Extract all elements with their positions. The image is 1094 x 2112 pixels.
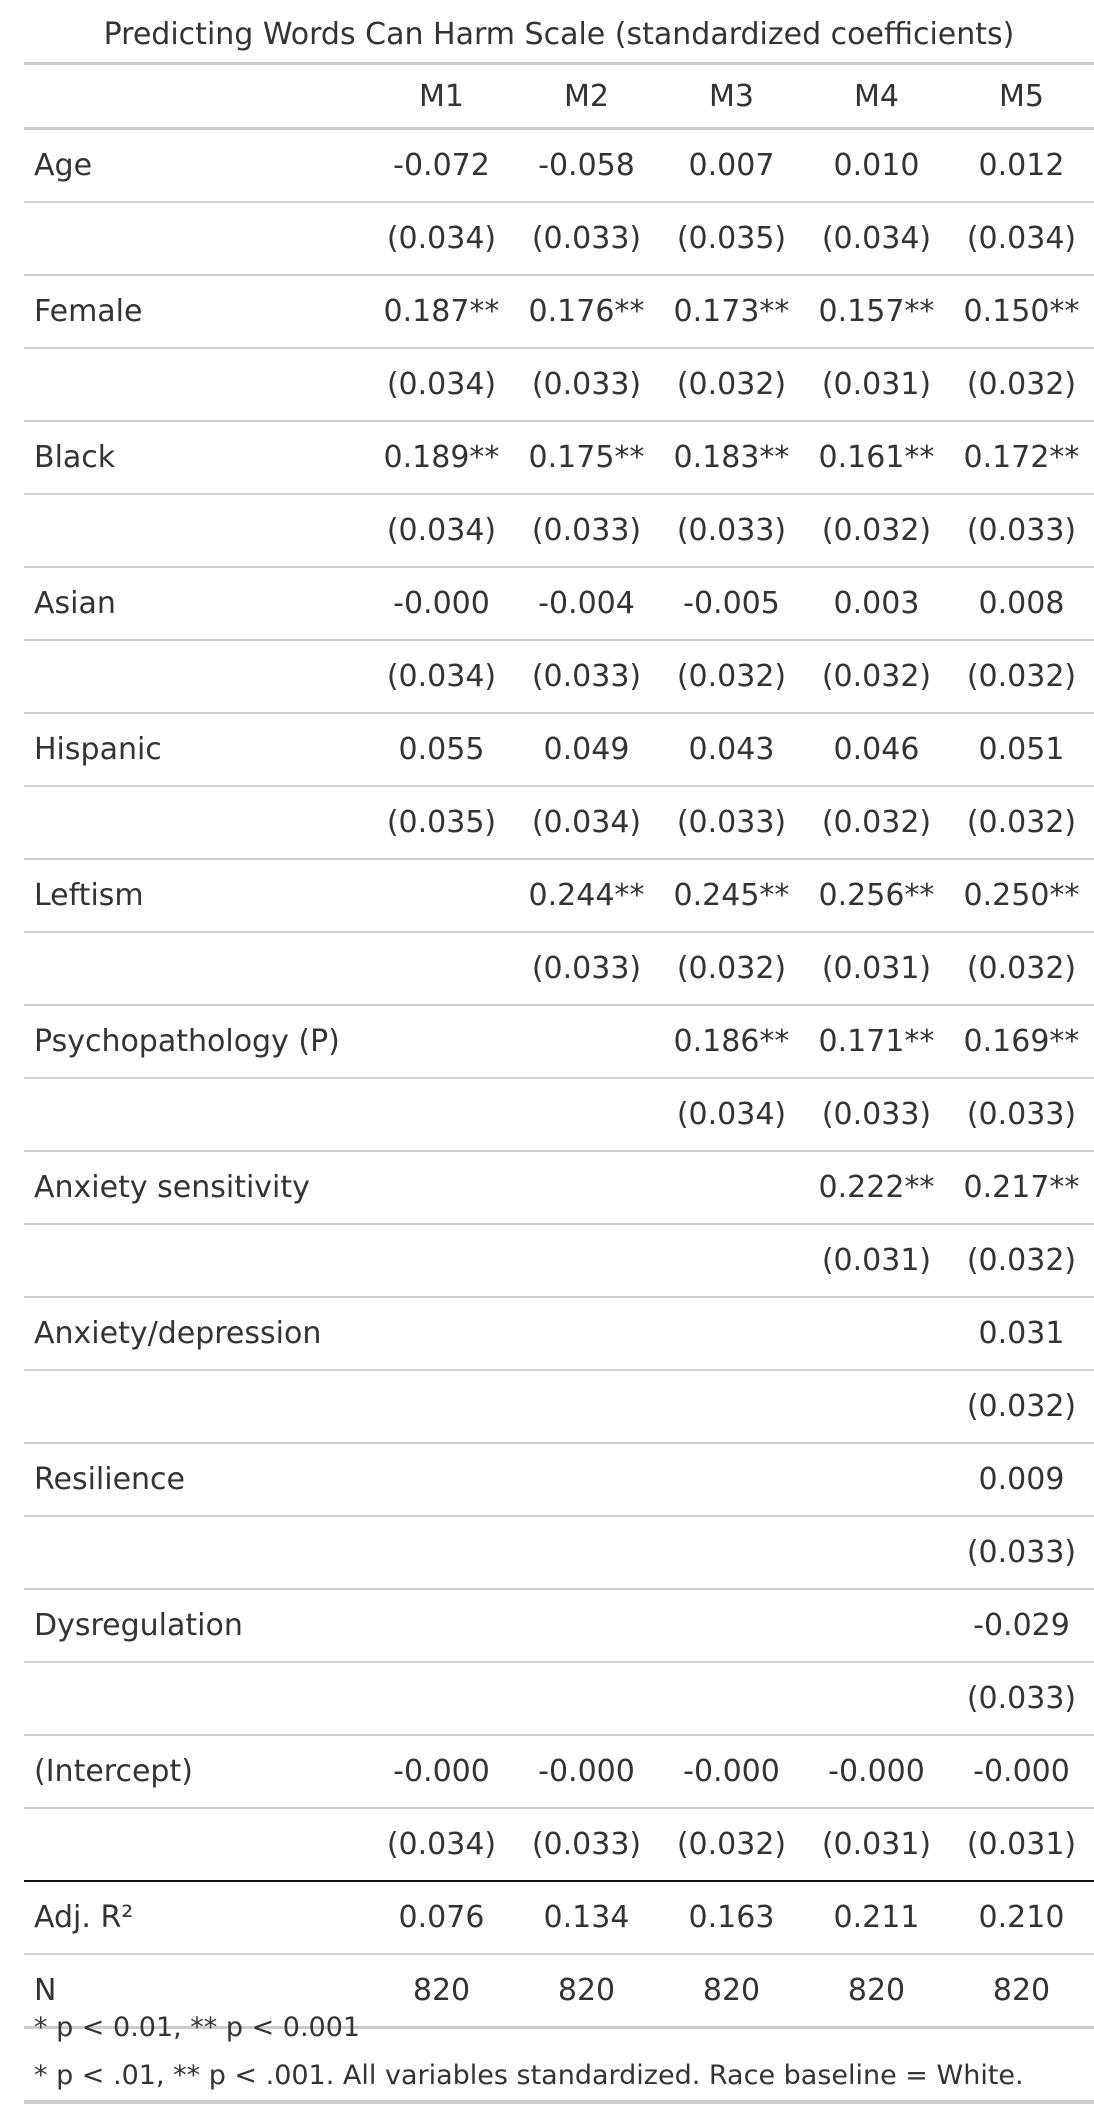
- standard-error-cell: (0.034): [514, 786, 659, 859]
- standard-error-cell: (0.033): [949, 1078, 1094, 1151]
- standard-error-cell: (0.032): [804, 494, 949, 567]
- column-header-m1: M1: [369, 64, 514, 129]
- coefficient-cell: -0.005: [659, 567, 804, 640]
- standard-error-cell: (0.033): [949, 494, 1094, 567]
- row-label: Hispanic: [24, 713, 369, 786]
- standard-error-row: [24, 786, 1094, 859]
- coefficient-cell: [369, 1297, 514, 1370]
- coefficient-row: [24, 1589, 1094, 1662]
- coefficient-cell: [514, 1443, 659, 1516]
- standard-error-cell: [659, 1224, 804, 1297]
- table-header: [24, 64, 1094, 129]
- standard-error-cell: (0.031): [804, 1808, 949, 1881]
- standard-error-row: [24, 640, 1094, 713]
- standard-error-cell: (0.031): [804, 932, 949, 1005]
- coefficient-row: [24, 275, 1094, 348]
- standard-error-cell: (0.033): [804, 1078, 949, 1151]
- coefficient-cell: -0.000: [514, 1735, 659, 1808]
- row-label: Dysregulation: [24, 1589, 369, 1662]
- row-label-empty: [24, 786, 369, 859]
- standard-error-row: [24, 1662, 1094, 1735]
- standard-error-cell: [369, 1516, 514, 1589]
- coefficient-cell: 0.031: [949, 1297, 1094, 1370]
- bottom-rule: [24, 2100, 1094, 2104]
- standard-error-cell: [659, 1516, 804, 1589]
- standard-error-row: [24, 1516, 1094, 1589]
- standard-error-cell: (0.034): [659, 1078, 804, 1151]
- coefficient-cell: -0.000: [804, 1735, 949, 1808]
- standard-error-cell: (0.033): [514, 1808, 659, 1881]
- statistic-cell: 0.134: [514, 1881, 659, 1954]
- standard-error-row: [24, 1078, 1094, 1151]
- standard-error-cell: (0.035): [369, 786, 514, 859]
- standard-error-cell: [369, 1662, 514, 1735]
- coefficient-cell: 0.049: [514, 713, 659, 786]
- column-header-m3: M3: [659, 64, 804, 129]
- standard-error-cell: (0.032): [949, 932, 1094, 1005]
- coefficient-cell: -0.000: [949, 1735, 1094, 1808]
- header-row: [24, 64, 1094, 129]
- standard-error-cell: (0.031): [804, 1224, 949, 1297]
- standard-error-cell: (0.033): [659, 786, 804, 859]
- coefficient-cell: 0.187**: [369, 275, 514, 348]
- coefficient-cell: 0.150**: [949, 275, 1094, 348]
- standard-error-cell: (0.033): [514, 202, 659, 275]
- standard-error-cell: [804, 1516, 949, 1589]
- standard-error-cell: (0.032): [949, 786, 1094, 859]
- coefficient-cell: 0.217**: [949, 1151, 1094, 1224]
- standard-error-cell: (0.031): [949, 1808, 1094, 1881]
- standard-error-row: [24, 1224, 1094, 1297]
- coefficient-cell: [659, 1589, 804, 1662]
- standard-error-cell: (0.035): [659, 202, 804, 275]
- statistic-cell: 0.076: [369, 1881, 514, 1954]
- standard-error-row: [24, 202, 1094, 275]
- coefficient-cell: 0.010: [804, 129, 949, 203]
- standard-error-cell: [369, 932, 514, 1005]
- standard-error-cell: (0.034): [369, 202, 514, 275]
- standard-error-cell: (0.034): [369, 640, 514, 713]
- coefficient-cell: 0.007: [659, 129, 804, 203]
- standard-error-cell: (0.033): [514, 640, 659, 713]
- statistic-cell: 820: [514, 1954, 659, 2028]
- coefficient-cell: 0.009: [949, 1443, 1094, 1516]
- row-label-empty: [24, 1224, 369, 1297]
- standard-error-cell: (0.034): [804, 202, 949, 275]
- standard-error-cell: (0.032): [659, 932, 804, 1005]
- standard-error-cell: (0.032): [659, 348, 804, 421]
- coefficient-cell: 0.189**: [369, 421, 514, 494]
- standard-error-row: [24, 494, 1094, 567]
- row-label-empty: [24, 1662, 369, 1735]
- statistic-cell: 0.163: [659, 1881, 804, 1954]
- coefficient-cell: 0.157**: [804, 275, 949, 348]
- statistic-cell: 820: [949, 1954, 1094, 2028]
- standard-error-cell: [804, 1370, 949, 1443]
- coefficient-cell: [369, 1151, 514, 1224]
- coefficient-cell: 0.172**: [949, 421, 1094, 494]
- standard-error-cell: [514, 1370, 659, 1443]
- standard-error-cell: [804, 1662, 949, 1735]
- standard-error-cell: (0.032): [804, 640, 949, 713]
- coefficient-cell: 0.186**: [659, 1005, 804, 1078]
- variables-note: * p < .01, ** p < .001. All variables standardized. Race baseline = White.: [34, 2060, 1024, 2091]
- coefficient-cell: 0.171**: [804, 1005, 949, 1078]
- row-label: Anxiety sensitivity: [24, 1151, 369, 1224]
- statistic-cell: 820: [804, 1954, 949, 2028]
- coefficient-cell: [369, 1443, 514, 1516]
- table-notes: [24, 2004, 1094, 2104]
- standard-error-cell: (0.034): [369, 494, 514, 567]
- coefficient-cell: [804, 1589, 949, 1662]
- row-label-empty: [24, 348, 369, 421]
- standard-error-cell: (0.034): [949, 202, 1094, 275]
- standard-error-cell: [369, 1370, 514, 1443]
- coefficient-cell: [804, 1297, 949, 1370]
- coefficient-cell: 0.169**: [949, 1005, 1094, 1078]
- coefficient-cell: 0.003: [804, 567, 949, 640]
- coefficient-cell: [659, 1297, 804, 1370]
- standard-error-cell: [514, 1078, 659, 1151]
- row-label: Anxiety/depression: [24, 1297, 369, 1370]
- standard-error-cell: (0.032): [949, 640, 1094, 713]
- standard-error-row: [24, 932, 1094, 1005]
- row-label-empty: [24, 932, 369, 1005]
- standard-error-cell: [369, 1078, 514, 1151]
- coefficient-cell: [514, 1005, 659, 1078]
- row-label-empty: [24, 1078, 369, 1151]
- standard-error-cell: (0.032): [659, 1808, 804, 1881]
- statistic-cell: 820: [659, 1954, 804, 2028]
- row-label-empty: [24, 1516, 369, 1589]
- column-header-label: [24, 64, 369, 129]
- coefficient-cell: 0.245**: [659, 859, 804, 932]
- coefficient-cell: 0.161**: [804, 421, 949, 494]
- coefficient-cell: [514, 1589, 659, 1662]
- coefficient-cell: 0.256**: [804, 859, 949, 932]
- statistic-row: [24, 1881, 1094, 1954]
- coefficient-cell: [804, 1443, 949, 1516]
- column-header-m2: M2: [514, 64, 659, 129]
- table-body: [24, 129, 1094, 2028]
- row-label: Resilience: [24, 1443, 369, 1516]
- coefficient-row: [24, 1735, 1094, 1808]
- coefficient-row: [24, 1443, 1094, 1516]
- coefficient-cell: [659, 1151, 804, 1224]
- row-label: Black: [24, 421, 369, 494]
- coefficient-cell: -0.072: [369, 129, 514, 203]
- standard-error-cell: (0.033): [514, 494, 659, 567]
- column-header-m5: M5: [949, 64, 1094, 129]
- row-label-empty: [24, 1808, 369, 1881]
- row-label-empty: [24, 1370, 369, 1443]
- coefficient-cell: [514, 1297, 659, 1370]
- row-label-empty: [24, 640, 369, 713]
- coefficient-row: [24, 859, 1094, 932]
- significance-note: * p < 0.01, ** p < 0.001: [34, 2012, 361, 2043]
- coefficient-cell: [369, 859, 514, 932]
- regression-table: [24, 62, 1094, 2029]
- coefficient-cell: [369, 1005, 514, 1078]
- coefficient-cell: 0.222**: [804, 1151, 949, 1224]
- standard-error-cell: [514, 1516, 659, 1589]
- coefficient-cell: -0.000: [369, 1735, 514, 1808]
- coefficient-cell: 0.173**: [659, 275, 804, 348]
- row-label: (Intercept): [24, 1735, 369, 1808]
- coefficient-cell: -0.004: [514, 567, 659, 640]
- coefficient-cell: -0.000: [659, 1735, 804, 1808]
- row-label: Adj. R²: [24, 1881, 369, 1954]
- standard-error-cell: (0.033): [514, 348, 659, 421]
- coefficient-cell: [659, 1443, 804, 1516]
- statistic-cell: 0.210: [949, 1881, 1094, 1954]
- row-label: Age: [24, 129, 369, 203]
- coefficient-cell: -0.029: [949, 1589, 1094, 1662]
- standard-error-cell: (0.032): [949, 1370, 1094, 1443]
- standard-error-cell: (0.032): [659, 640, 804, 713]
- coefficient-cell: 0.244**: [514, 859, 659, 932]
- coefficient-row: [24, 713, 1094, 786]
- statistic-cell: 0.211: [804, 1881, 949, 1954]
- standard-error-cell: (0.034): [369, 348, 514, 421]
- standard-error-cell: (0.032): [949, 348, 1094, 421]
- coefficient-cell: 0.250**: [949, 859, 1094, 932]
- coefficient-row: [24, 1005, 1094, 1078]
- coefficient-cell: [369, 1589, 514, 1662]
- statistic-cell: 820: [369, 1954, 514, 2028]
- row-label: Female: [24, 275, 369, 348]
- coefficient-cell: 0.012: [949, 129, 1094, 203]
- row-label-empty: [24, 202, 369, 275]
- row-label-empty: [24, 494, 369, 567]
- standard-error-cell: (0.032): [804, 786, 949, 859]
- standard-error-row: [24, 1370, 1094, 1443]
- standard-error-cell: (0.031): [804, 348, 949, 421]
- standard-error-cell: [369, 1224, 514, 1297]
- coefficient-row: [24, 421, 1094, 494]
- standard-error-cell: (0.033): [949, 1516, 1094, 1589]
- coefficient-row: [24, 1297, 1094, 1370]
- table-title: Predicting Words Can Harm Scale (standardized coefficients): [103, 17, 1015, 52]
- coefficient-cell: [514, 1151, 659, 1224]
- column-header-m4: M4: [804, 64, 949, 129]
- coefficient-row: [24, 567, 1094, 640]
- coefficient-cell: 0.055: [369, 713, 514, 786]
- standard-error-cell: (0.033): [949, 1662, 1094, 1735]
- row-label: Asian: [24, 567, 369, 640]
- standard-error-cell: (0.034): [369, 1808, 514, 1881]
- standard-error-cell: [514, 1224, 659, 1297]
- coefficient-cell: 0.051: [949, 713, 1094, 786]
- row-label: N: [24, 1954, 369, 2028]
- row-label: Leftism: [24, 859, 369, 932]
- coefficient-cell: 0.176**: [514, 275, 659, 348]
- standard-error-cell: (0.033): [514, 932, 659, 1005]
- coefficient-cell: 0.008: [949, 567, 1094, 640]
- coefficient-cell: 0.175**: [514, 421, 659, 494]
- standard-error-cell: (0.033): [659, 494, 804, 567]
- coefficient-row: [24, 129, 1094, 203]
- standard-error-row: [24, 348, 1094, 421]
- coefficient-cell: 0.183**: [659, 421, 804, 494]
- coefficient-cell: 0.043: [659, 713, 804, 786]
- row-label: Psychopathology (P): [24, 1005, 369, 1078]
- standard-error-cell: [659, 1370, 804, 1443]
- standard-error-cell: [514, 1662, 659, 1735]
- standard-error-row: [24, 1808, 1094, 1881]
- standard-error-cell: [659, 1662, 804, 1735]
- coefficient-cell: 0.046: [804, 713, 949, 786]
- coefficient-cell: -0.058: [514, 129, 659, 203]
- coefficient-cell: -0.000: [369, 567, 514, 640]
- coefficient-row: [24, 1151, 1094, 1224]
- standard-error-cell: (0.032): [949, 1224, 1094, 1297]
